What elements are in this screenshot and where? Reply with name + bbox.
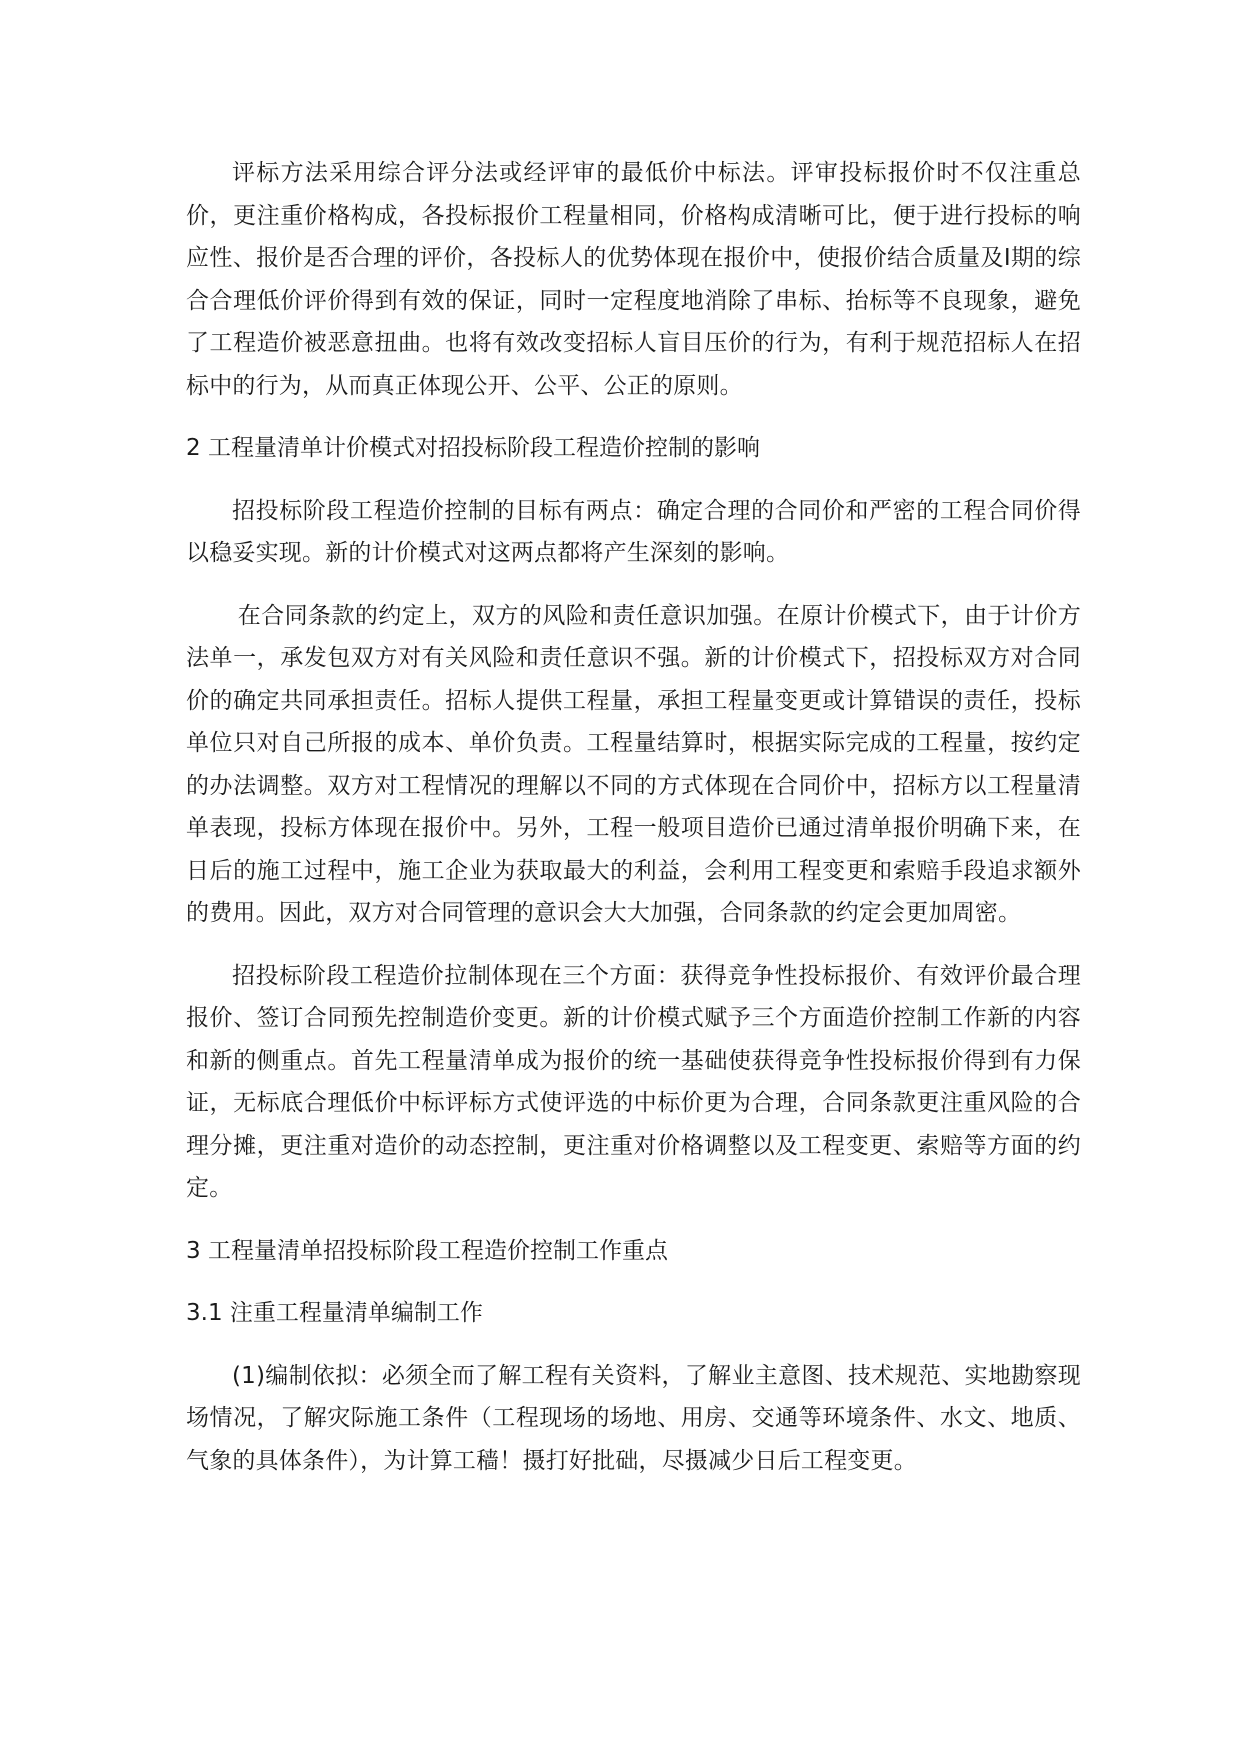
section-heading-2: 2 工程量清单计价模式对招投标阶段工程造价控制的影响 bbox=[186, 435, 760, 461]
section-heading-3: 3 工程量清单招投标阶段工程造价控制工作重点 bbox=[186, 1237, 668, 1264]
body-paragraph: 评标方法采用综合评分法或经评审的最低价中标法。评审投标报价时不仅注重总价，更注重价格构成，各投标报价工程量相同，价格构成清晰可比，便于进行投标的响应性、报价是否合理的评价，各投标人的优势体现在报价中，使报价结合质量及Ⅰ期的综合合理低价评价得到有效的保证，同时一定程度地消除了串标、抬标等不良现象，避免了工程造价被恶意扭曲。也将有效改变招标人盲目压价的行为，有利于规范招标人在招标中的行为，从而真正体现公开、公平、公正的原则。 bbox=[186, 160, 1081, 399]
body-paragraph: 在合同条款的约定上，双方的风险和责任意识加强。在原计价模式下，由于计价方法单一，承发包双方对有关风险和责任意识不强。新的计价模式下，招投标双方对合同价的确定共同承担责任。招标人提供工程量，承担工程量变更或计算错误的责任，投标单位只对自己所报的成本、单价负责。工程量结算时，根据实际完成的工程量，按约定的办法调整。双方对工程情况的理解以不同的方式体现在合同价中，招标方以工程量清单表现，投标方体现在报价中。另外，工程一般项目造价已通过清单报价明确下来，在日后的施工过程中，施工企业为获取最大的利益，会利用工程变更和索赔手段追求额外的费用。因此，双方对合同管理的意识会大大加强，合同条款的约定会更加周密。 bbox=[186, 602, 1081, 926]
subsection-heading-3-1: 3.1 注重工程量清单编制工作 bbox=[186, 1300, 483, 1326]
body-paragraph: 招投标阶段工程造价拉制体现在三个方面：获得竞争性投标报价、有效评价最合理报价、签订合同预先控制造价变更。新的计价模式赋予三个方面造价控制工作新的内容和新的侧重点。首先工程量清单成为报价的统一基础使获得竞争性投标报价得到有力保证，无标底合理低价中标评标方式使评选的中标价更为合理，合同条款更注重风险的合理分摊，更注重对造价的动态控制，更注重对价格调整以及工程变更、索赔等方面的约定。 bbox=[186, 962, 1081, 1201]
body-paragraph: (1)编制依拟：必须全而了解工程有关资料，了解业主意图、技术规范、实地勘察现场情况，了解灾际施工条件（工程现场的场地、用房、交通等环境条件、水文、地质、气象的具体条件），为计算工穑！摄打好批础，尽摄减少日后工程变更。 bbox=[186, 1362, 1081, 1474]
body-paragraph: 招投标阶段工程造价控制的目标有两点：确定合理的合同价和严密的工程合同价得以稳妥实现。新的计价模式对这两点都将产生深刻的影响。 bbox=[186, 497, 1081, 566]
